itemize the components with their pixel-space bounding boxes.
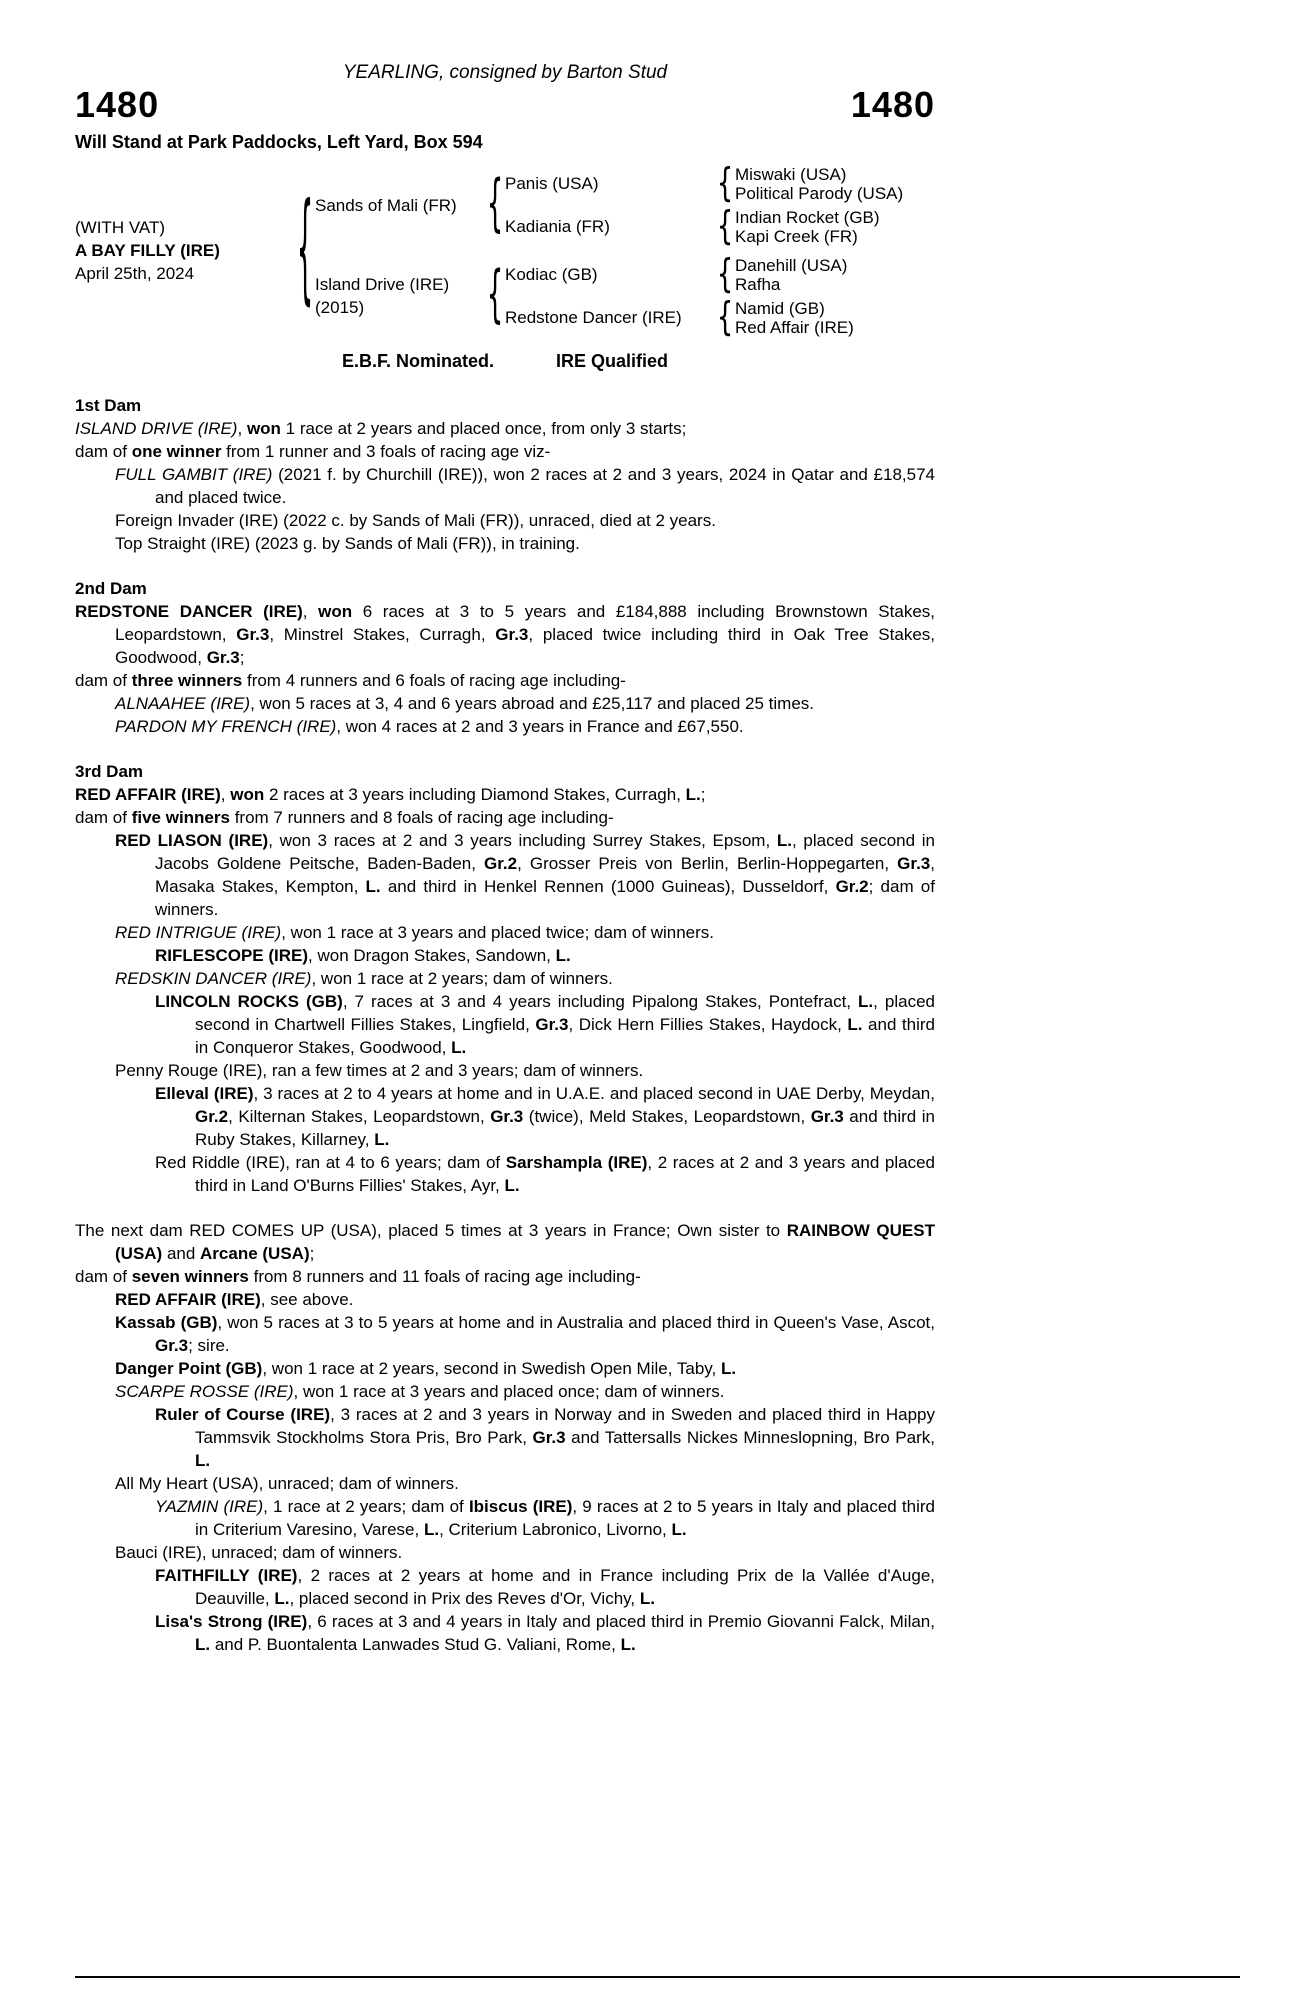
text-segment: RAINBOW QUEST (USA) — [115, 1220, 935, 1263]
qualification-row — [75, 351, 935, 372]
catalog-paragraph — [75, 806, 935, 829]
text-segment: five winners — [131, 807, 230, 827]
catalog-paragraph — [75, 1311, 935, 1357]
text-segment: Sarshampla (IRE) — [505, 1152, 648, 1172]
catalog-paragraph — [75, 1059, 935, 1082]
text-segment: REDSKIN DANCER (IRE) — [115, 968, 312, 988]
section-heading: 2nd Dam — [75, 578, 147, 598]
text-segment: LINCOLN ROCKS (GB) — [155, 991, 343, 1011]
dam-year: (2015) — [315, 298, 365, 318]
catalog-paragraph — [75, 669, 935, 692]
dam-gen2-stack — [505, 252, 854, 341]
text-segment: Red Riddle (IRE), ran at 4 to 6 years; dam of — [155, 1152, 506, 1172]
catalog-section — [75, 1219, 935, 1656]
text-segment: Kassab (GB) — [115, 1312, 218, 1332]
text-segment: , 2 races at 2 years at home and in France including Prix de la Vallée d'Auge, Deauville, — [195, 1565, 936, 1608]
catalog-paragraph — [75, 1265, 935, 1288]
sire-block — [315, 161, 904, 250]
ebf-nominated-label: E.B.F. Nominated. — [341, 350, 494, 371]
text-segment: Gr.2 — [835, 876, 869, 896]
text-segment: Gr.3 — [490, 1106, 524, 1126]
pedigree-sections — [75, 394, 935, 1656]
vat-note: (WITH VAT) — [75, 218, 166, 238]
text-segment: L. — [858, 991, 874, 1011]
text-segment: , placed twice including third in Oak Tree Stakes, Goodwood, — [115, 624, 935, 667]
text-segment: YAZMIN (IRE) — [155, 1496, 264, 1516]
text-segment: Arcane (USA) — [200, 1243, 310, 1263]
text-segment: seven winners — [131, 1266, 249, 1286]
text-segment: Gr.3 — [206, 647, 240, 667]
text-segment: , Kilternan Stakes, Leopardstown, — [228, 1106, 491, 1126]
catalog-paragraph — [75, 1541, 935, 1564]
text-segment: and third in Henkel Rennen (1000 Guineas), Dusseldorf, — [380, 876, 836, 896]
dam-sire-block — [505, 252, 854, 298]
text-segment: Ibiscus (IRE) — [468, 1496, 573, 1516]
pedigree-brace-gen1: { — [296, 181, 314, 320]
dam-brace: { — [486, 260, 504, 333]
dam-dam-brace: { — [716, 295, 734, 341]
catalog-paragraph — [75, 1610, 935, 1656]
text-segment: , Minstrel Stakes, Curragh, — [269, 624, 496, 644]
text-segment: , won 1 race at 3 years and placed twice; dam of winners. — [281, 922, 715, 942]
text-segment: L. — [365, 876, 381, 896]
text-segment: L. — [504, 1175, 520, 1195]
text-segment: L. — [374, 1129, 390, 1149]
text-segment: dam of — [75, 1266, 132, 1286]
text-segment: , Dick Hern Fillies Stakes, Haydock, — [568, 1014, 848, 1034]
text-segment: Gr.3 — [495, 624, 529, 644]
text-segment: L. — [685, 784, 701, 804]
text-segment: L. — [423, 1519, 440, 1539]
text-segment: dam of — [75, 441, 132, 461]
text-segment: FAITHFILLY (IRE) — [155, 1565, 298, 1585]
catalog-section — [75, 394, 935, 555]
pedigree-table — [75, 161, 935, 341]
sire-brace: { — [486, 169, 504, 242]
text-segment: one winner — [131, 441, 222, 461]
text-segment: L. — [620, 1634, 636, 1654]
horse-description: A BAY FILLY (IRE) — [75, 241, 220, 261]
text-segment: and Tattersalls Nickes Minneslopning, Bro Park, — [565, 1427, 935, 1447]
dam-sire-brace: { — [716, 252, 734, 298]
catalog-paragraph — [75, 829, 935, 921]
dam-sire-parents — [735, 256, 847, 294]
sire-sire-name: Panis (USA) — [505, 173, 599, 193]
catalog-paragraph — [75, 440, 935, 463]
text-segment: Danger Point (GB) — [115, 1358, 263, 1378]
text-segment: , 6 races at 3 and 4 years in Italy and placed third in Premio Giovanni Falck, Milan, — [307, 1611, 935, 1631]
text-segment: from 4 runners and 6 foals of racing age including- — [242, 670, 626, 690]
ancestor-name: Namid (GB) — [735, 298, 825, 318]
text-segment: , won 1 race at 2 years, second in Swedish Open Mile, Taby, — [262, 1358, 721, 1378]
catalog-paragraph — [75, 715, 935, 738]
text-segment: , — [220, 784, 231, 804]
text-segment: , won 5 races at 3 to 5 years at home and in Australia and placed third in Queen's Vase, Ascot, — [217, 1312, 935, 1332]
lot-number-left: 1480 — [75, 84, 160, 125]
catalog-paragraph — [75, 1472, 935, 1495]
text-segment: Elleval (IRE) — [155, 1083, 254, 1103]
foal-date: April 25th, 2024 — [75, 264, 195, 284]
text-segment: , won 5 races at 3, 4 and 6 years abroad and £25,117 and placed 25 times. — [250, 693, 814, 713]
sire-name-text: Sands of Mali (FR) — [315, 195, 457, 215]
catalog-paragraph — [75, 1219, 935, 1265]
text-segment: , placed second in Chartwell Fillies Stakes, Lingfield, — [195, 991, 935, 1034]
text-segment: , placed second in Jacobs Goldene Peitsche, Baden-Baden, — [155, 830, 935, 873]
dam-name — [315, 273, 485, 319]
text-segment: Bauci (IRE), unraced; dam of winners. — [115, 1542, 403, 1562]
catalog-paragraph — [75, 463, 935, 509]
text-segment: All My Heart (USA), unraced; dam of winners. — [115, 1473, 459, 1493]
catalog-paragraph — [75, 921, 935, 944]
text-segment: , Criterium Labronico, Livorno, — [439, 1519, 672, 1539]
text-segment: , 9 races at 2 to 5 years in Italy and placed third in Criterium Varesino, Varese, — [195, 1496, 935, 1539]
text-segment: PARDON MY FRENCH (IRE) — [115, 716, 337, 736]
text-segment: (2021 f. by Churchill (IRE)), won 2 races at 2 and 3 years, 2024 in Qatar and £18,574 and placed twice. — [155, 464, 935, 507]
text-segment: , 3 races at 2 and 3 years in Norway and in Sweden and placed third in Happy Tammsvik Stockholms Stora Pris, Bro Park, — [195, 1404, 935, 1447]
catalog-paragraph — [75, 967, 935, 990]
text-segment: REDSTONE DANCER (IRE) — [75, 601, 303, 621]
ancestor-name: Indian Rocket (GB) — [735, 207, 880, 227]
lot-number-row — [75, 86, 935, 124]
text-segment: ; dam of winners. — [155, 876, 935, 919]
lot-number-right: 1480 — [850, 84, 935, 125]
text-segment: Gr.2 — [195, 1106, 229, 1126]
text-segment: won — [318, 601, 353, 621]
ancestor-name: Red Affair (IRE) — [735, 317, 854, 337]
stand-location-line: Will Stand at Park Paddocks, Left Yard, Box 594 — [75, 131, 483, 152]
ancestor-name: Miswaki (USA) — [735, 164, 847, 184]
text-segment: The next dam RED COMES UP (USA), placed 5 times at 3 years in France; Own sister to — [75, 1220, 787, 1240]
text-segment: from 7 runners and 8 foals of racing age including- — [229, 807, 614, 827]
text-segment: , — [302, 601, 319, 621]
text-segment: (twice), Meld Stakes, Leopardstown, — [523, 1106, 811, 1126]
text-segment: L. — [451, 1037, 467, 1057]
text-segment: won — [246, 418, 281, 438]
dam-name-text: Island Drive (IRE) — [315, 275, 450, 295]
text-segment: , won 3 races at 2 and 3 years including Surrey Stakes, Epsom, — [268, 830, 777, 850]
text-segment: Gr.3 — [897, 853, 931, 873]
text-segment: RED AFFAIR (IRE) — [75, 784, 221, 804]
text-segment: L. — [555, 945, 571, 965]
text-segment: , Masaka Stakes, Kempton, — [155, 853, 935, 896]
catalog-paragraph — [75, 990, 935, 1059]
catalog-paragraph — [75, 532, 935, 555]
sire-dam-name: Kadiania (FR) — [505, 216, 610, 236]
text-segment: ISLAND DRIVE (IRE) — [75, 418, 238, 438]
text-segment: ; — [309, 1243, 315, 1263]
sire-name — [315, 194, 485, 217]
text-segment: and third in Conqueror Stakes, Goodwood, — [195, 1014, 936, 1057]
text-segment: , won 4 races at 2 and 3 years in France and £67,550. — [336, 716, 744, 736]
text-segment: ALNAAHEE (IRE) — [115, 693, 251, 713]
section-heading: 1st Dam — [75, 395, 142, 415]
text-segment: ; sire. — [188, 1335, 230, 1355]
text-segment: Gr.2 — [484, 853, 518, 873]
ancestor-name: Kapi Creek (FR) — [735, 226, 858, 246]
section-heading: 3rd Dam — [75, 761, 144, 781]
text-segment: Ruler of Course (IRE) — [155, 1404, 331, 1424]
text-segment: Lisa's Strong (IRE) — [155, 1611, 308, 1631]
text-segment: ; — [239, 647, 245, 667]
text-segment: Gr.3 — [155, 1335, 189, 1355]
catalog-section — [75, 760, 935, 1197]
text-segment: L. — [720, 1358, 737, 1378]
dam-dam-name: Redstone Dancer (IRE) — [505, 307, 682, 327]
ancestor-name: Rafha — [735, 274, 781, 294]
text-segment: , 2 races at 2 and 3 years and placed third in Land O'Burns Fillies' Stakes, Ayr, — [195, 1152, 935, 1195]
ancestor-name: Danehill (USA) — [735, 255, 848, 275]
text-segment: 6 races at 3 to 5 years and £184,888 including Brownstown Stakes, Leopardstown, — [115, 601, 935, 644]
pedigree-gen1-stack — [315, 161, 904, 341]
text-segment: L. — [671, 1519, 687, 1539]
catalog-paragraph — [75, 1564, 935, 1610]
text-segment: , won 1 race at 2 years; dam of winners. — [311, 968, 613, 988]
catalog-paragraph — [75, 1357, 935, 1380]
text-segment: , Grosser Preis von Berlin, Berlin-Hoppegarten, — [517, 853, 898, 873]
text-segment: RIFLESCOPE (IRE) — [155, 945, 309, 965]
sire-gen2-stack — [505, 161, 904, 250]
sire-sire-parents — [735, 165, 903, 203]
text-segment: from 1 runner and 3 foals of racing age viz- — [221, 441, 551, 461]
text-segment: won — [230, 784, 265, 804]
sire-sire-block — [505, 161, 904, 207]
text-segment: , won 1 race at 3 years and placed once; dam of winners. — [293, 1381, 725, 1401]
catalog-paragraph — [75, 944, 935, 967]
text-segment: Gr.3 — [532, 1427, 566, 1447]
sire-sire-brace: { — [716, 161, 734, 207]
page-bottom-rule — [75, 1976, 1240, 1978]
dam-sire-name: Kodiac (GB) — [505, 264, 598, 284]
text-segment: RED INTRIGUE (IRE) — [115, 922, 282, 942]
dam-block — [315, 252, 903, 341]
catalog-section — [75, 577, 935, 738]
text-segment: L. — [639, 1588, 655, 1608]
consignor-line: YEARLING, consigned by Barton Stud — [342, 62, 668, 83]
catalog-paragraph — [75, 417, 935, 440]
catalog-paragraph — [75, 1495, 935, 1541]
text-segment: dam of — [75, 807, 132, 827]
catalog-paragraph — [75, 509, 935, 532]
text-segment: and third in Ruby Stakes, Killarney, — [195, 1106, 935, 1149]
text-segment: , won Dragon Stakes, Sandown, — [308, 945, 556, 965]
text-segment: , 1 race at 2 years; dam of — [263, 1496, 469, 1516]
text-segment: and P. Buontalenta Lanwades Stud G. Valiani, Rome, — [210, 1634, 621, 1654]
text-segment: L. — [776, 830, 792, 850]
text-segment: , see above. — [260, 1289, 354, 1309]
text-segment: Gr.3 — [535, 1014, 569, 1034]
catalog-paragraph — [75, 1403, 935, 1472]
text-segment: L. — [195, 1634, 211, 1654]
sire-dam-brace: { — [716, 204, 734, 250]
ire-qualified-label: IRE Qualified — [555, 350, 669, 371]
catalog-paragraph — [75, 1151, 935, 1197]
text-segment: ; — [700, 784, 706, 804]
dam-dam-parents — [735, 299, 854, 337]
ancestor-name: Political Parody (USA) — [735, 183, 904, 203]
dam-dam-block — [505, 295, 854, 341]
text-segment: , 3 races at 2 to 4 years at home and in U.A.E. and placed second in UAE Derby, Meydan, — [253, 1083, 935, 1103]
catalog-content — [75, 0, 935, 1656]
text-segment: Gr.3 — [236, 624, 270, 644]
catalog-paragraph — [75, 1380, 935, 1403]
text-segment: Penny Rouge (IRE), ran a few times at 2 and 3 years; dam of winners. — [115, 1060, 644, 1080]
catalog-paragraph — [75, 1288, 935, 1311]
sire-dam-block — [505, 204, 903, 250]
catalog-paragraph — [75, 783, 935, 806]
text-segment: from 8 runners and 11 foals of racing age including- — [248, 1266, 641, 1286]
text-segment: dam of — [75, 670, 132, 690]
text-segment: , 7 races at 3 and 4 years including Pipalong Stakes, Pontefract, — [342, 991, 859, 1011]
text-segment: three winners — [131, 670, 243, 690]
text-segment: 2 races at 3 years including Diamond Stakes, Curragh, — [264, 784, 686, 804]
text-segment: , — [237, 418, 247, 438]
text-segment: , placed second in Prix des Reves d'Or, Vichy, — [289, 1588, 640, 1608]
text-segment: RED LIASON (IRE) — [115, 830, 269, 850]
catalog-paragraph — [75, 1082, 935, 1151]
text-segment: RED AFFAIR (IRE) — [115, 1289, 261, 1309]
text-segment: Foreign Invader (IRE) (2022 c. by Sands of Mali (FR)), unraced, died at 2 years. — [115, 510, 716, 530]
catalog-paragraph — [75, 600, 935, 669]
text-segment: Top Straight (IRE) (2023 g. by Sands of Mali (FR)), in training. — [115, 533, 580, 553]
sire-dam-parents — [735, 208, 880, 246]
text-segment: L. — [847, 1014, 863, 1034]
text-segment: L. — [274, 1588, 290, 1608]
horse-info — [75, 216, 295, 285]
text-segment: Gr.3 — [810, 1106, 844, 1126]
text-segment: and — [162, 1243, 201, 1263]
text-segment: L. — [195, 1450, 211, 1470]
text-segment: SCARPE ROSSE (IRE) — [115, 1381, 294, 1401]
catalog-paragraph — [75, 692, 935, 715]
text-segment: FULL GAMBIT (IRE) — [115, 464, 273, 484]
text-segment: 1 race at 2 years and placed once, from only 3 starts; — [280, 418, 687, 438]
